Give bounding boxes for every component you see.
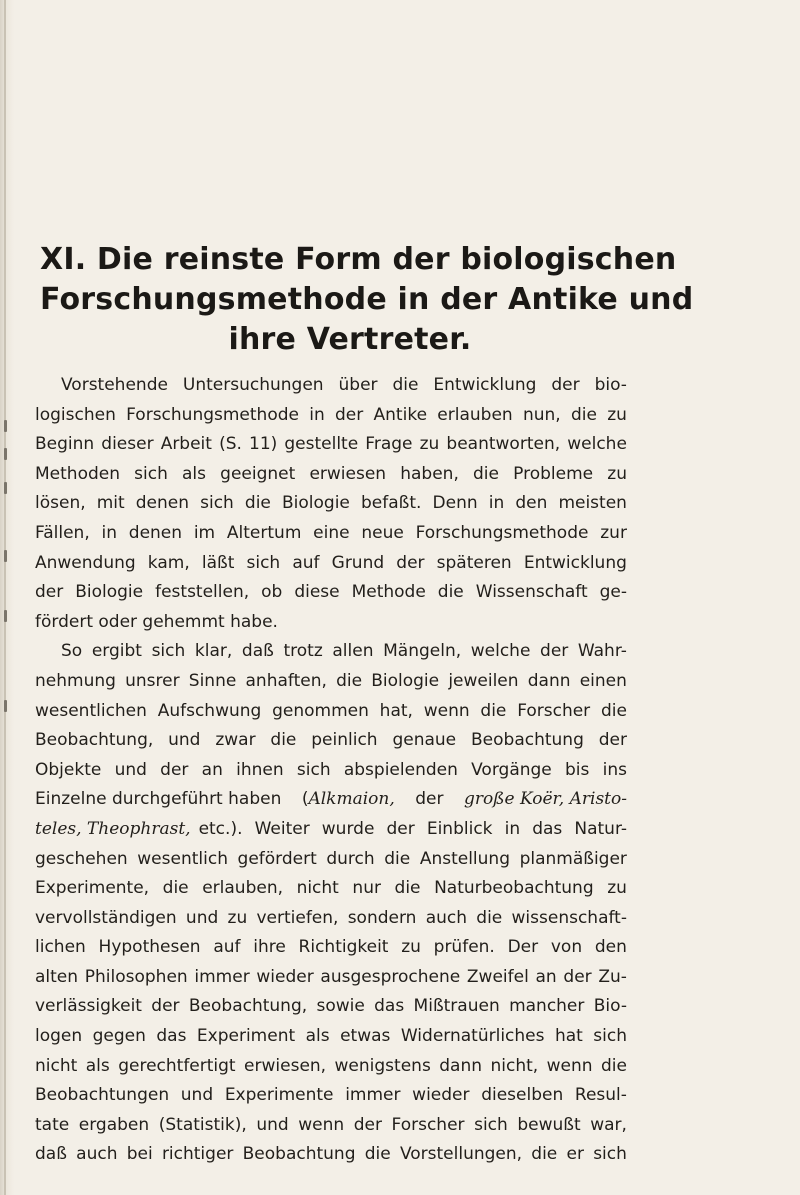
word: Weiter (254, 818, 310, 839)
word: Grund (331, 552, 385, 573)
text-line (35, 637, 627, 667)
word: Objekte (35, 759, 102, 780)
word: sich (134, 463, 168, 484)
word: Anstellung (419, 848, 510, 869)
word: lösen, (35, 493, 86, 514)
word: dieselben (481, 1085, 564, 1106)
word: erwiesen, (244, 1055, 327, 1076)
text-line (35, 519, 627, 549)
word: Forscher (517, 700, 591, 721)
word: mit (96, 493, 125, 514)
word: nehmung (35, 670, 116, 691)
text-line (35, 963, 627, 993)
word: etwas (340, 1026, 391, 1047)
text-line (35, 578, 627, 608)
word: zu (401, 937, 421, 958)
word: wieder (256, 966, 314, 987)
word: anhaften, (245, 670, 327, 691)
word: der (35, 582, 64, 603)
word: geeignet (220, 463, 296, 484)
word: Zu- (598, 966, 627, 987)
text-segment (302, 785, 395, 815)
word: haben, (400, 463, 459, 484)
word: gestellte (284, 434, 359, 455)
italic-name: große Koër, Aristo- (463, 789, 627, 810)
word: logen (35, 1026, 83, 1047)
word: die (570, 404, 597, 425)
word: Anwendung (35, 552, 136, 573)
word: gegen (92, 1026, 146, 1047)
word: Naturbeobachtung (434, 878, 594, 899)
word: Wissenschaft (475, 582, 588, 603)
word: sich (151, 641, 186, 662)
word: die (384, 848, 411, 869)
text-line (35, 1140, 627, 1170)
body-text (35, 371, 627, 1170)
word: Richtigkeit (298, 937, 389, 958)
word: wenn (423, 700, 470, 721)
word: zur (600, 522, 627, 543)
word: neue (361, 522, 404, 543)
word: sich (246, 552, 281, 573)
word: bei (126, 1144, 153, 1165)
text-line (35, 845, 627, 875)
word: die (244, 493, 271, 514)
word: Entwicklung (523, 552, 627, 573)
word: ausgesprochene (320, 966, 461, 987)
word: Altertum (226, 522, 302, 543)
word: Zweifel (466, 966, 529, 987)
text-line (35, 371, 627, 401)
word: in (504, 818, 521, 839)
word: Sinne (188, 670, 237, 691)
word: gefördert (237, 848, 317, 869)
word: Forschungsmethode (415, 522, 589, 543)
text-line (35, 874, 627, 904)
word: in (101, 522, 117, 543)
word: beantworten, (446, 434, 561, 455)
word: Aufschwung (157, 700, 262, 721)
word: als (305, 1026, 330, 1047)
word: nicht, (490, 1055, 539, 1076)
word: etc.). (198, 818, 243, 839)
chapter-heading (40, 240, 694, 360)
word: genaue (392, 730, 457, 751)
word: ob (261, 582, 283, 603)
word: war, (590, 1114, 627, 1135)
word: Fällen, (35, 522, 90, 543)
word: lichen (35, 937, 86, 958)
word: sich (474, 1114, 508, 1135)
word: nicht (296, 878, 339, 899)
word: trotz (283, 641, 323, 662)
word: Frage (365, 434, 413, 455)
word: der (598, 730, 627, 751)
text-segment: der (415, 789, 444, 810)
text-line (35, 430, 627, 460)
heading-line: XI. Die reinste Form der biologischen (40, 242, 677, 277)
word: Resul- (574, 1085, 627, 1106)
word: die (531, 1144, 558, 1165)
word: die (162, 878, 189, 899)
word: sowie (316, 996, 365, 1017)
word: allen (332, 641, 374, 662)
word: Beobachtung (242, 1144, 356, 1165)
word: in (309, 404, 325, 425)
word: wurde (321, 818, 375, 839)
word: die (392, 375, 419, 395)
text-line (35, 726, 627, 756)
text-line (35, 549, 627, 579)
text-line (35, 460, 627, 490)
word: im (193, 522, 216, 543)
text-line: fördert oder gehemmt habe. (35, 611, 278, 632)
word: diese (294, 582, 340, 603)
word: geschehen (35, 848, 128, 869)
word: unsrer (125, 670, 180, 691)
word: als (85, 1055, 110, 1076)
word: ihnen (236, 759, 284, 780)
word: sich (593, 1144, 627, 1165)
heading-line: ihre Vertreter. (228, 322, 472, 357)
paren: ( (301, 789, 309, 810)
word: Beobachtungen (35, 1085, 170, 1106)
text-line (35, 992, 627, 1022)
word: und (114, 759, 147, 780)
word: das (374, 996, 405, 1017)
word: Untersuchungen (182, 375, 324, 395)
word: feststellen, (155, 582, 250, 603)
text-line (35, 933, 627, 963)
word: Einblick (426, 818, 493, 839)
word: kam, (147, 552, 190, 573)
word: auf (213, 937, 241, 958)
word: die (364, 1144, 391, 1165)
word: logischen (35, 404, 116, 425)
word: das (156, 1026, 187, 1047)
word: meisten (558, 493, 627, 514)
word: der (551, 375, 580, 395)
word: die (394, 878, 421, 899)
word: Widernatürliches (400, 1026, 545, 1047)
word: der (353, 1114, 382, 1135)
word: richtiger (161, 1144, 234, 1165)
word: und (180, 1085, 214, 1106)
word: Mängeln, (383, 641, 462, 662)
text-line (35, 756, 627, 786)
word: erlauben (437, 404, 513, 425)
text-line (35, 1111, 627, 1141)
word: von (550, 937, 583, 958)
word: planmäßiger (519, 848, 627, 869)
word: peinlich (311, 730, 378, 751)
word: wenn (546, 1055, 593, 1076)
word: Beginn (35, 434, 95, 455)
word: Denn (432, 493, 478, 514)
word: die (476, 907, 503, 928)
word: der (396, 552, 425, 573)
word: jeweilen (448, 670, 519, 691)
word: in (488, 493, 505, 514)
word: Methode (351, 582, 426, 603)
word: das (532, 818, 563, 839)
text-line (35, 904, 627, 934)
word: als (182, 463, 207, 484)
word: Der (507, 937, 539, 958)
word: Biologie (75, 582, 144, 603)
word: 11) (249, 434, 278, 455)
word: welche (567, 434, 627, 455)
word: Beobachtung (471, 730, 584, 751)
word: den (515, 493, 548, 514)
word: läßt (201, 552, 235, 573)
word: die (336, 670, 363, 691)
word: gerechtfertigt (118, 1055, 236, 1076)
word: über (338, 375, 378, 395)
text-segment: Einzelne durchgeführt haben (35, 789, 282, 810)
word: durch (326, 848, 375, 869)
word: Biologie (371, 670, 440, 691)
word: bio- (594, 375, 627, 395)
word: vertiefen, (256, 907, 339, 928)
word: genommen (272, 700, 369, 721)
text-line (35, 1022, 627, 1052)
word: sondern (347, 907, 417, 928)
word: bis (565, 759, 590, 780)
word: immer (345, 1085, 401, 1106)
text-line (35, 1081, 627, 1111)
word: zwar (215, 730, 256, 751)
word: zu (419, 434, 440, 455)
word: hat (554, 1026, 583, 1047)
word: an (535, 966, 557, 987)
word: zu (607, 878, 627, 899)
italic-name: Alkmaion, (308, 789, 395, 810)
word: an (201, 759, 223, 780)
word: daß (241, 641, 274, 662)
word: Methoden (35, 463, 120, 484)
text-line-mixed (35, 815, 627, 845)
word: Entwicklung (433, 375, 537, 395)
word: der (160, 759, 189, 780)
word: Forschungsmethode (126, 404, 299, 425)
word: und (256, 1114, 289, 1135)
word: Arbeit (160, 434, 212, 455)
margin-marks (2, 400, 12, 730)
word: So (61, 641, 83, 662)
word: klar, (194, 641, 233, 662)
word: Beobachtung, (35, 730, 154, 751)
word: tate (35, 1114, 70, 1135)
word: der (563, 966, 592, 987)
word: Biologie (282, 493, 350, 514)
word: der (386, 818, 415, 839)
word: Vorstehende (61, 375, 168, 395)
word: ge- (599, 582, 627, 603)
word: nun, (522, 404, 561, 425)
word: welche (470, 641, 531, 662)
word: dann (527, 670, 571, 691)
word: wenn (298, 1114, 345, 1135)
word: Experimente, (35, 878, 150, 899)
word: immer (194, 966, 250, 987)
word: wesentlichen (35, 700, 147, 721)
word: auch (76, 1144, 118, 1165)
word: Beobachtung, (188, 996, 308, 1017)
word: die (437, 582, 464, 603)
word: erlauben, (202, 878, 283, 899)
text-line (35, 489, 627, 519)
word: und (185, 907, 219, 928)
word: auch (425, 907, 468, 928)
word: Bio- (593, 996, 627, 1017)
word: wenigstens (334, 1055, 431, 1076)
word: wissenschaft- (511, 907, 627, 928)
word: Mißtrauen (413, 996, 500, 1017)
word: denen (135, 493, 190, 514)
text-segment (191, 815, 627, 845)
text-line (35, 401, 627, 431)
text-line (35, 1052, 627, 1082)
word: zu (607, 463, 627, 484)
word: Vorgänge (471, 759, 552, 780)
word: abspielenden (343, 759, 458, 780)
heading-line: Forschungsmethode in der Antike und (40, 282, 694, 317)
word: sich (593, 1026, 627, 1047)
word: der (335, 404, 364, 425)
word: nicht (35, 1055, 78, 1076)
word: erwiesen (309, 463, 387, 484)
word: hat, (379, 700, 413, 721)
word: auf (292, 552, 320, 573)
word: er (566, 1144, 584, 1165)
word: prüfen. (433, 937, 495, 958)
word: der (540, 641, 569, 662)
word: alten (35, 966, 79, 987)
word: nur (352, 878, 381, 899)
word: (S. (219, 434, 242, 455)
word: (Statistik), (158, 1114, 247, 1135)
word: Natur- (574, 818, 627, 839)
word: dann (439, 1055, 483, 1076)
word: wesentlich (137, 848, 228, 869)
word: die (473, 463, 499, 484)
word: die (601, 1055, 627, 1076)
word: Probleme (513, 463, 594, 484)
word: ergibt (91, 641, 142, 662)
word: ihre (253, 937, 286, 958)
text-line (35, 667, 627, 697)
word: Vorstellungen, (399, 1144, 523, 1165)
word: sich (296, 759, 331, 780)
word: Experiment (196, 1026, 296, 1047)
word: Philosophen (84, 966, 188, 987)
word: Wahr- (577, 641, 627, 662)
word: daß (35, 1144, 67, 1165)
word: eine (313, 522, 350, 543)
word: einen (579, 670, 627, 691)
word: und (168, 730, 201, 751)
word: dieser (101, 434, 154, 455)
word: bewußt (517, 1114, 581, 1135)
word: zu (227, 907, 248, 928)
word: die (600, 700, 627, 721)
word: zu (607, 404, 627, 425)
word: mancher (509, 996, 585, 1017)
word: Antike (373, 404, 428, 425)
word: den (594, 937, 627, 958)
word: verlässigkeit (35, 996, 142, 1017)
word: die (480, 700, 507, 721)
text-line (35, 697, 627, 727)
italic-name: teles, Theophrast, (35, 818, 191, 839)
word: wieder (412, 1085, 470, 1106)
word: späteren (436, 552, 512, 573)
word: ergaben (78, 1114, 150, 1135)
word: Forscher (391, 1114, 465, 1135)
word: vervollständigen (35, 907, 177, 928)
word: Hypothesen (98, 937, 201, 958)
word: denen (128, 522, 183, 543)
word: ins (602, 759, 627, 780)
word: Experimente (224, 1085, 334, 1106)
word: der (151, 996, 180, 1017)
word: befaßt. (360, 493, 422, 514)
word: die (270, 730, 297, 751)
word: sich (200, 493, 234, 514)
text-line-mixed (35, 785, 627, 815)
